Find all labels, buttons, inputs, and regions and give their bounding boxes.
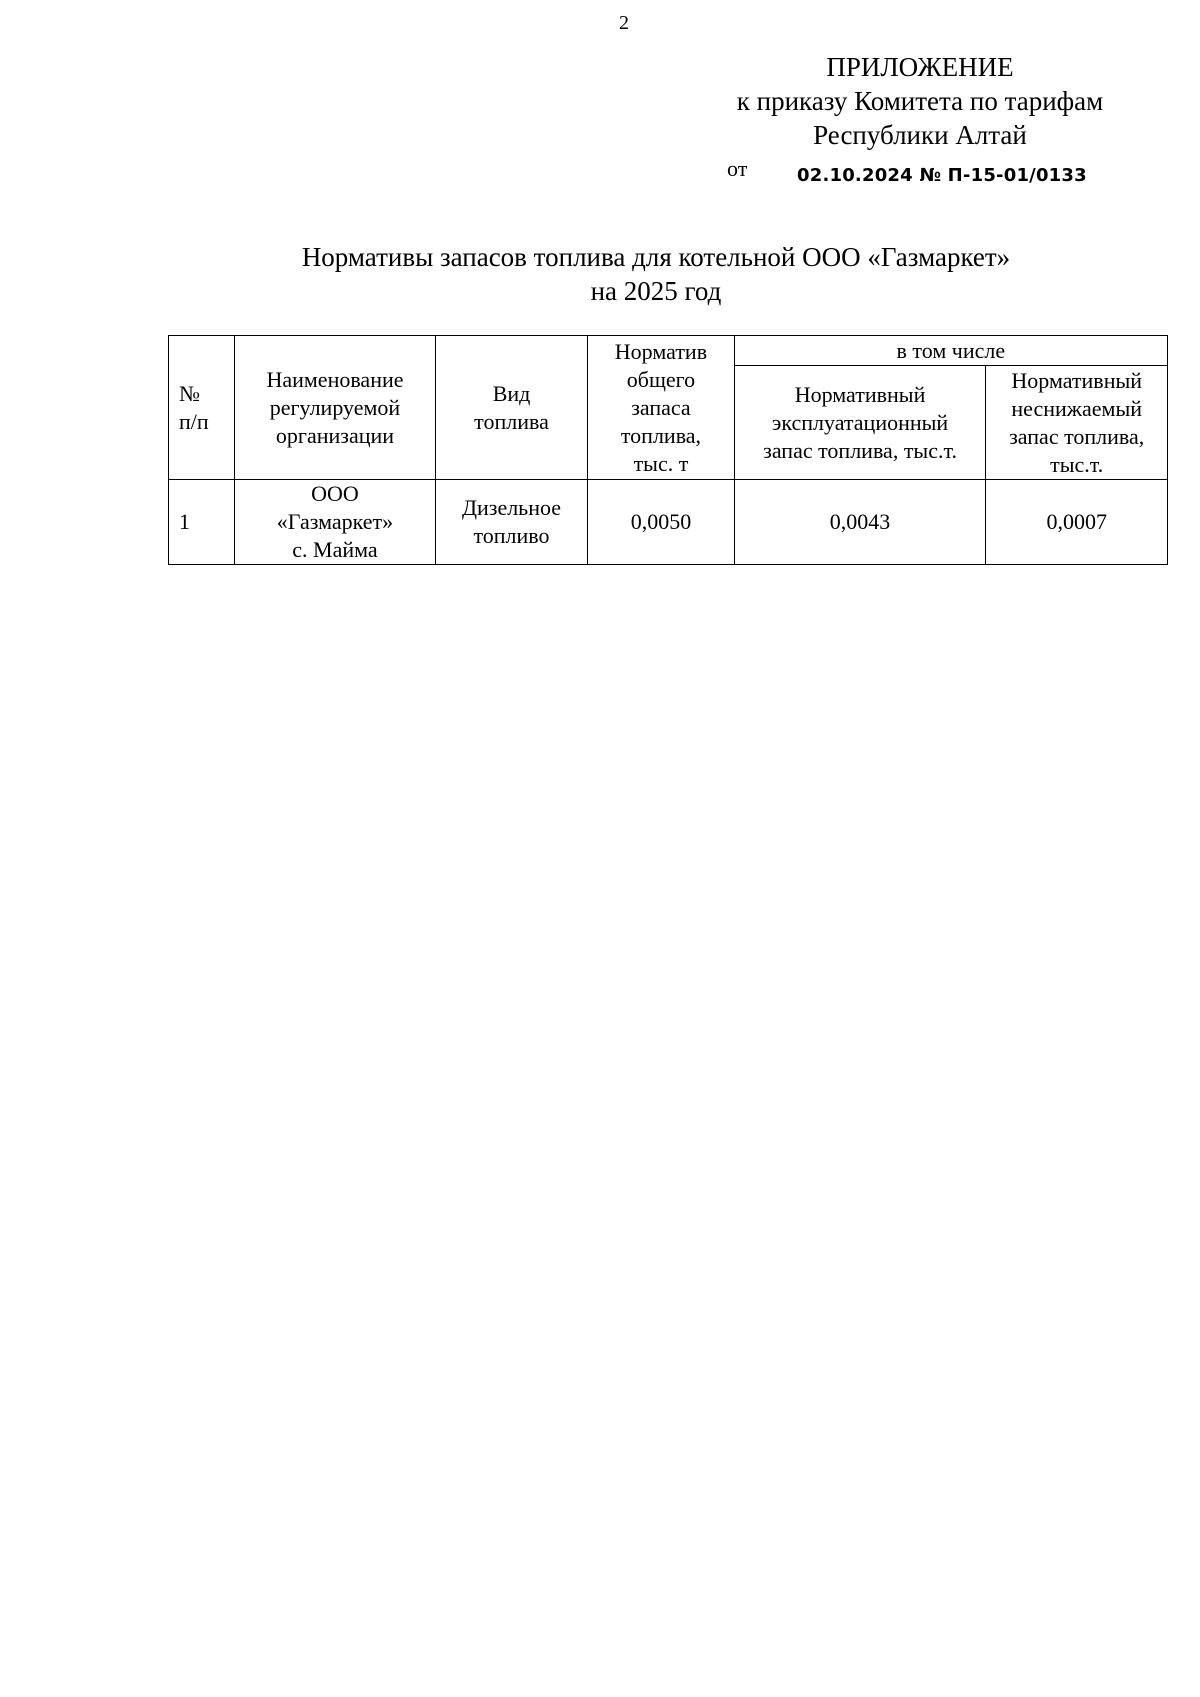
document-title-line-1: Нормативы запасов топлива для котельной ООО «Газмаркет»: [301, 242, 1011, 272]
appendix-header: [720, 50, 1120, 152]
cell-number: 1: [169, 480, 235, 565]
header-operational-reserve: Нормативный эксплуатационный запас топлива, тыс.т.: [734, 366, 986, 480]
cell-minimum-reserve: 0,0007: [986, 480, 1168, 565]
order-prefix: от: [727, 156, 748, 181]
order-date-number-stamp: 02.10.2024 № П-15-01/0133: [797, 165, 1087, 186]
order-reference: [727, 156, 1127, 196]
cell-organization: ООО «Газмаркет» с. Майма: [235, 480, 436, 565]
page-number: 2: [619, 12, 629, 34]
header-minimum-reserve: Нормативный неснижаемый запас топлива, тыс.т.: [986, 366, 1168, 480]
table-row: [169, 480, 1168, 565]
header-organization: Наименование регулируемой организации: [235, 336, 436, 480]
header-total-reserve: Норматив общего запаса топлива, тыс. т: [588, 336, 734, 480]
fuel-norms-table: [168, 335, 1168, 565]
cell-operational-reserve: 0,0043: [734, 480, 986, 565]
header-including-group: в том числе: [734, 336, 1167, 366]
appendix-title: ПРИЛОЖЕНИЕ: [826, 52, 1014, 82]
cell-fuel-type: Дизельное топливо: [435, 480, 587, 565]
cell-total-reserve: 0,0050: [588, 480, 734, 565]
appendix-line-2: Республики Алтай: [813, 120, 1027, 150]
header-fuel-type: Вид топлива: [435, 336, 587, 480]
document-title: [200, 240, 1112, 308]
header-number: № п/п: [169, 336, 235, 480]
appendix-line-1: к приказу Комитета по тарифам: [736, 86, 1104, 116]
document-title-line-2: на 2025 год: [590, 276, 722, 306]
